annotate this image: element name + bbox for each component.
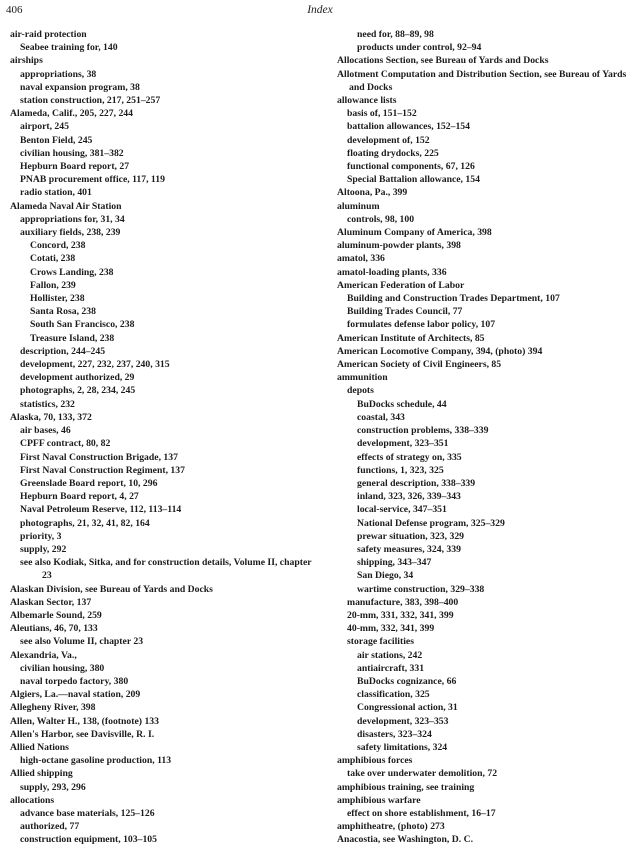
index-entry: controls, 98, 100 <box>347 213 415 225</box>
index-column-left <box>10 28 315 847</box>
index-entry: Altoona, Pa., 399 <box>337 187 408 199</box>
index-entry: Alameda Naval Air Station <box>10 200 122 212</box>
index-entry: classification, 325 <box>357 689 430 701</box>
index-entry: high-octane gasoline production, 113 <box>20 755 172 767</box>
index-entry: appropriations, 38 <box>20 68 97 80</box>
index-entry: photographs, 2, 28, 234, 245 <box>20 385 136 397</box>
index-entry: Alaskan Division, see Bureau of Yards and Docks <box>10 583 213 595</box>
index-entry: Hollister, 238 <box>30 293 85 305</box>
index-entry: First Naval Construction Regiment, 137 <box>20 464 185 476</box>
index-entry: Hepburn Board report, 4, 27 <box>20 491 139 503</box>
index-entry: auxiliary fields, 238, 239 <box>20 227 121 239</box>
index-entry: Aluminum Company of America, 398 <box>337 227 492 239</box>
index-entry: see also Kodiak, Sitka, and for construction details, Volume II, chapter 23 <box>20 557 312 582</box>
index-entry: amphibious training, see training <box>337 781 475 793</box>
index-entry: description, 244–245 <box>20 345 106 357</box>
index-entry: functions, 1, 323, 325 <box>357 464 444 476</box>
index-entry: BuDocks schedule, 44 <box>357 398 447 410</box>
index-entry: air-raid protection <box>10 29 87 40</box>
index-entry: aluminum-powder plants, 398 <box>337 240 461 252</box>
running-title: Index <box>307 4 333 16</box>
index-entry: amatol-loading plants, 336 <box>337 266 447 278</box>
index-entry: Santa Rosa, 238 <box>30 306 96 318</box>
index-entry: airport, 245 <box>20 121 69 133</box>
index-entry: floating drydocks, 225 <box>347 147 439 159</box>
index-entry: battalion allowances, 152–154 <box>347 121 470 133</box>
index-entry: 40-mm, 332, 341, 399 <box>347 623 435 635</box>
index-entry: ammunition <box>337 372 388 384</box>
index-entry: development, 227, 232, 237, 240, 315 <box>20 359 170 371</box>
index-entry: air stations, 242 <box>357 649 423 661</box>
index-entry: disasters, 323–324 <box>357 728 432 740</box>
index-entry: safety limitations, 324 <box>357 741 448 753</box>
index-entry: Hepburn Board report, 27 <box>20 161 130 173</box>
index-entry: Allotment Computation and Distribution Section, see Bureau of Yards and Docks <box>337 68 627 93</box>
index-entry: National Defense program, 325–329 <box>357 517 505 529</box>
index-entry: Greenslade Board report, 10, 296 <box>20 477 158 489</box>
index-entry: development, 323–351 <box>357 438 449 450</box>
index-entry: American Institute of Architects, 85 <box>337 332 485 344</box>
index-entry: Aleutians, 46, 70, 133 <box>10 623 98 635</box>
index-entry: Allied Nations <box>10 741 69 753</box>
index-entry: station construction, 217, 251–257 <box>20 95 161 107</box>
index-entry: San Diego, 34 <box>357 570 414 582</box>
index-entry: Building and Construction Trades Department, 107 <box>347 293 560 305</box>
index-entry: wartime construction, 329–338 <box>357 583 485 595</box>
index-entry: safety measures, 324, 339 <box>357 543 461 555</box>
index-entry: Fallon, 239 <box>30 279 76 291</box>
index-entry: allocations <box>10 794 55 806</box>
index-entry: Building Trades Council, 77 <box>347 306 463 318</box>
index-entry: Treasure Island, 238 <box>30 332 115 344</box>
index-entry: Crows Landing, 238 <box>30 266 114 278</box>
index-entry: Allen, Walter H., 138, (footnote) 133 <box>10 715 159 727</box>
index-entry: Naval Petroleum Reserve, 112, 113–114 <box>20 504 182 516</box>
index-entry: statistics, 232 <box>20 398 75 410</box>
index-entry: local-service, 347–351 <box>357 504 447 516</box>
index-entry: 20-mm, 331, 332, 341, 399 <box>347 609 454 621</box>
index-entry: Allegheny River, 398 <box>10 702 96 714</box>
index-entry: PNAB procurement office, 117, 119 <box>20 174 165 186</box>
index-entry: First Naval Construction Brigade, 137 <box>20 451 178 463</box>
index-entry: priority, 3 <box>20 530 62 542</box>
index-entry: Alaskan Sector, 137 <box>10 596 92 608</box>
index-entry: Alameda, Calif., 205, 227, 244 <box>10 108 133 120</box>
index-entry: Congressional action, 31 <box>357 702 458 714</box>
index-entry: need for, 88–89, 98 <box>357 29 434 40</box>
index-entry: effects of strategy on, 335 <box>357 451 462 463</box>
index-entry: Allen's Harbor, see Davisville, R. I. <box>10 728 155 740</box>
index-entry: construction problems, 338–339 <box>357 425 489 437</box>
index-entry: manufacture, 383, 398–400 <box>347 596 459 608</box>
index-entry: CPFF contract, 80, 82 <box>20 438 111 450</box>
index-entry: Allocations Section, see Bureau of Yards and Docks <box>337 55 549 67</box>
index-entry: supply, 293, 296 <box>20 781 86 793</box>
index-entry: antiaircraft, 331 <box>357 662 425 674</box>
index-entry: South San Francisco, 238 <box>30 319 135 331</box>
index-entry: Benton Field, 245 <box>20 134 93 146</box>
index-entry: photographs, 21, 32, 41, 82, 164 <box>20 517 150 529</box>
index-entry: amphibious forces <box>337 755 413 767</box>
index-entry: depots <box>347 385 374 397</box>
index-entry: take over underwater demolition, 72 <box>347 768 498 780</box>
index-entry: construction equipment, 103–105 <box>20 834 157 846</box>
index-entry: see also Volume II, chapter 23 <box>20 636 144 648</box>
page-number: 406 <box>6 4 23 16</box>
index-entry: American Federation of Labor <box>337 279 465 291</box>
index-entry: Alexandria, Va., <box>10 649 77 661</box>
index-entry: naval expansion program, 38 <box>20 81 140 93</box>
index-entry: radio station, 401 <box>20 187 92 199</box>
index-entry: American Locomotive Company, 394, (photo) 394 <box>337 345 543 357</box>
index-entry: storage facilities <box>347 636 414 648</box>
index-entry: amphibious warfare <box>337 794 421 806</box>
index-entry: functional components, 67, 126 <box>347 161 475 173</box>
index-column-right <box>337 28 636 847</box>
index-entry: products under control, 92–94 <box>357 42 482 54</box>
index-entry: development, 323–353 <box>357 715 449 727</box>
index-entry: effect on shore establishment, 16–17 <box>347 807 496 819</box>
index-entry: formulates defense labor policy, 107 <box>347 319 496 331</box>
index-entry: allowance lists <box>337 95 397 107</box>
index-entry: shipping, 343–347 <box>357 557 432 569</box>
index-entry: supply, 292 <box>20 543 67 555</box>
index-entry: civilian housing, 380 <box>20 662 105 674</box>
index-entry: airships <box>10 55 43 67</box>
index-entry: appropriations for, 31, 34 <box>20 213 125 225</box>
index-entry: Albemarle Sound, 259 <box>10 609 102 621</box>
index-entry: air bases, 46 <box>20 425 71 437</box>
index-entry: Cotati, 238 <box>30 253 76 265</box>
index-entry: basis of, 151–152 <box>347 108 417 120</box>
index-entry: Anacostia, see Washington, D. C. <box>337 834 473 846</box>
index-entry: amatol, 336 <box>337 253 385 265</box>
index-entry: American Society of Civil Engineers, 85 <box>337 359 502 371</box>
index-entry: general description, 338–339 <box>357 477 476 489</box>
index-entry: inland, 323, 326, 339–343 <box>357 491 461 503</box>
index-entry: aluminum <box>337 200 380 212</box>
index-entry: prewar situation, 323, 329 <box>357 530 465 542</box>
index-entry: civilian housing, 381–382 <box>20 147 124 159</box>
index-entry: amphitheatre, (photo) 273 <box>337 821 445 833</box>
index-entry: naval torpedo factory, 380 <box>20 675 129 687</box>
index-entry: authorized, 77 <box>20 821 80 833</box>
index-entry: Algiers, La.—naval station, 209 <box>10 689 141 701</box>
index-entry: development authorized, 29 <box>20 372 135 384</box>
index-entry: Special Battalion allowance, 154 <box>347 174 480 186</box>
index-entry: development of, 152 <box>347 134 430 146</box>
index-entry: Alaska, 70, 133, 372 <box>10 411 92 423</box>
index-entry: advance base materials, 125–126 <box>20 807 155 819</box>
index-entry: Allied shipping <box>10 768 73 780</box>
index-entry: Concord, 238 <box>30 240 86 252</box>
index-entry: BuDocks cognizance, 66 <box>357 675 457 687</box>
index-entry: Seabee training for, 140 <box>20 42 118 54</box>
page-header <box>0 4 640 22</box>
index-entry: coastal, 343 <box>357 411 405 423</box>
